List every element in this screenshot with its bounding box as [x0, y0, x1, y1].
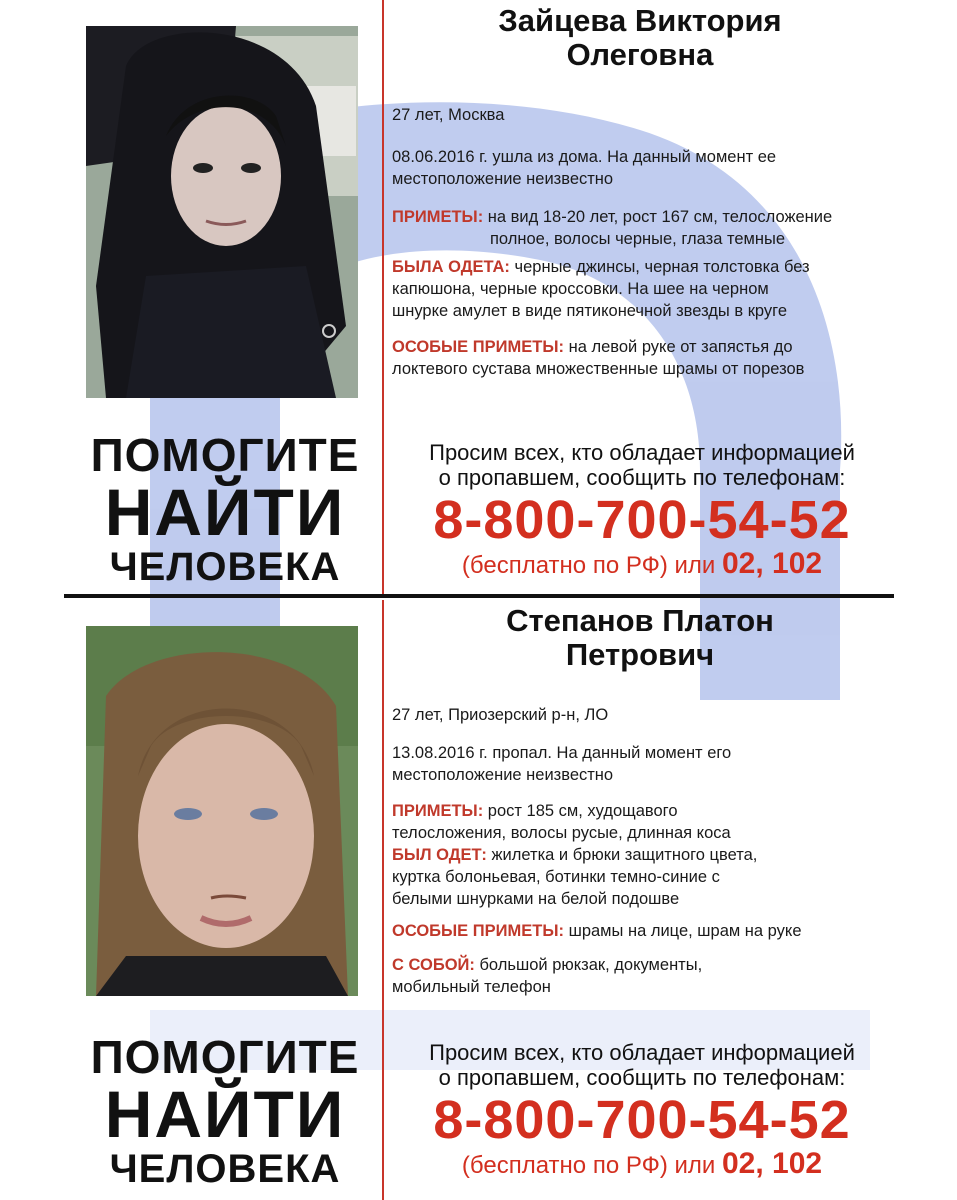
- horizontal-divider: [64, 594, 894, 598]
- vertical-divider: [382, 0, 384, 598]
- special-label: ОСОБЫЕ ПРИМЕТЫ:: [392, 338, 564, 356]
- person-details: [392, 104, 892, 380]
- vertical-divider: [382, 600, 384, 1200]
- clothes-line-3: шнурке амулет в виде пятиконечной звезды в круге: [392, 302, 787, 320]
- signs-label: ПРИМЕТЫ:: [392, 802, 484, 820]
- poster-stepanov: [0, 600, 957, 1200]
- person-name: Зайцева Виктория Олеговна: [498, 3, 782, 72]
- contact-block: [392, 440, 892, 580]
- event-line-1: 13.08.2016 г. пропал. На данный момент его: [392, 744, 732, 762]
- poster-zaytseva: [0, 0, 957, 598]
- event-line-2: местоположение неизвестно: [392, 170, 614, 188]
- photo-missing-person: [86, 26, 358, 398]
- event-line-2: местоположение неизвестно: [392, 766, 614, 784]
- age-place: 27 лет, Москва: [392, 106, 505, 124]
- help-find-heading: ПОМОГИТЕ НАЙТИ ЧЕЛОВЕКА: [90, 1031, 360, 1191]
- carry: С СОБОЙ: большой рюкзак, документы,: [392, 956, 703, 974]
- phone-number[interactable]: 8-800-700-54-52: [433, 1090, 851, 1150]
- help-find-heading: ПОМОГИТЕ НАЙТИ ЧЕЛОВЕКА: [90, 429, 360, 589]
- clothes: БЫЛА ОДЕТА: черные джинсы, черная толстовка без: [392, 258, 810, 276]
- clothes-line-3: белыми шнурками на белой подошве: [392, 890, 680, 908]
- special-signs: ОСОБЫЕ ПРИМЕТЫ: на левой руке от запястья до: [392, 338, 793, 356]
- carry-label: С СОБОЙ:: [392, 956, 475, 974]
- free-call-note: (бесплатно по РФ) или 02, 102: [461, 547, 823, 580]
- person-name: Степанов Платон Петрович: [506, 603, 774, 672]
- carry-line-2: мобильный телефон: [392, 978, 551, 996]
- signs-label: ПРИМЕТЫ:: [392, 208, 484, 226]
- special-signs: ОСОБЫЕ ПРИМЕТЫ: шрамы на лице, шрам на руке: [392, 922, 802, 940]
- signs-line-2: телосложения, волосы русые, длинная коса: [392, 824, 731, 842]
- signs-line-2: полное, волосы черные, глаза темные: [490, 230, 785, 248]
- short-numbers[interactable]: 02, 102: [721, 1147, 823, 1180]
- clothes-line-2: куртка болоньевая, ботинки темно-синие с: [392, 868, 720, 886]
- signs: ПРИМЕТЫ: рост 185 см, худощавого: [392, 802, 678, 820]
- clothes-label: БЫЛ ОДЕТ:: [392, 846, 487, 864]
- contact-ask-2: о пропавшем, сообщить по телефонам:: [438, 1065, 846, 1090]
- photo-missing-person: [86, 626, 358, 996]
- signs: ПРИМЕТЫ: на вид 18-20 лет, рост 167 см, телосложение: [392, 208, 833, 226]
- clothes-line-2: капюшона, черные кроссовки. На шее на черном: [392, 280, 769, 298]
- contact-ask-2: о пропавшем, сообщить по телефонам:: [438, 465, 846, 490]
- free-call-note: (бесплатно по РФ) или 02, 102: [461, 1147, 823, 1180]
- event-line-1: 08.06.2016 г. ушла из дома. На данный момент ее: [392, 148, 777, 166]
- contact-ask-1: Просим всех, кто обладает информацией: [429, 440, 855, 465]
- phone-number[interactable]: 8-800-700-54-52: [433, 490, 851, 550]
- special-label: ОСОБЫЕ ПРИМЕТЫ:: [392, 922, 564, 940]
- short-numbers[interactable]: 02, 102: [721, 547, 823, 580]
- special-line-2: локтевого сустава множественные шрамы от порезов: [392, 360, 805, 378]
- contact-ask-1: Просим всех, кто обладает информацией: [429, 1040, 855, 1065]
- contact-block: [392, 1040, 892, 1180]
- age-place: 27 лет, Приозерский р-н, ЛО: [392, 706, 609, 724]
- person-details: [392, 704, 892, 998]
- clothes: БЫЛ ОДЕТ: жилетка и брюки защитного цвета,: [392, 846, 758, 864]
- clothes-label: БЫЛА ОДЕТА:: [392, 258, 510, 276]
